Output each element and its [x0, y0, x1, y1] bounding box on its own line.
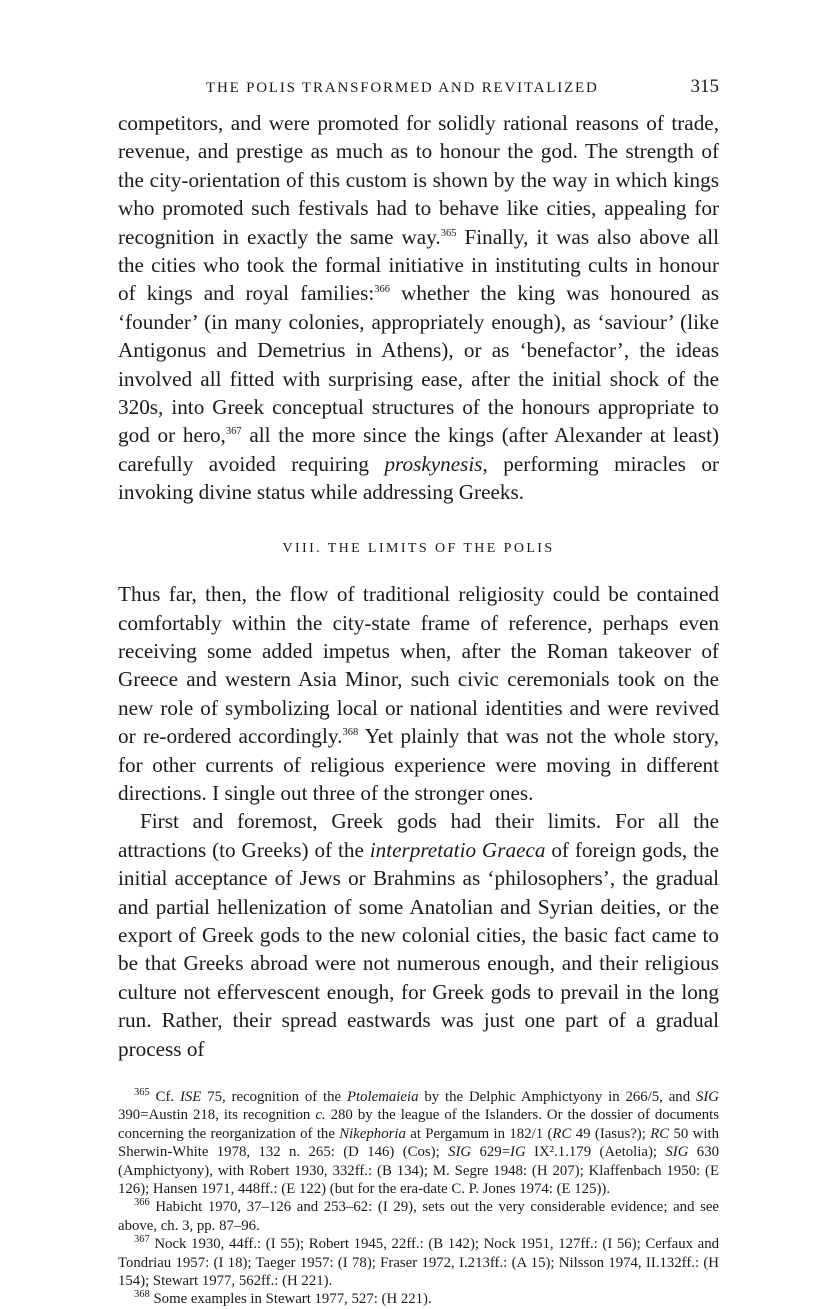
footnote-number: 366	[134, 1197, 150, 1209]
italic-term: proskynesis	[384, 451, 483, 476]
section-heading: VIII. THE LIMITS OF THE POLIS	[282, 540, 555, 556]
footnote-ref-365[interactable]: 365	[440, 227, 457, 239]
page-number: 315	[690, 76, 719, 97]
footnote-ref-368[interactable]: 368	[342, 727, 359, 739]
footnote-368: $^{368}$ Some examples in Stewart 1977, 527: (H 221).	[134, 1289, 432, 1308]
book-page	[118, 74, 719, 1309]
paragraph-3: First and foremost, Greek gods had their limits. For all the attractions (to Greeks) of the interpretatio Graeca of foreign gods, the initial acceptance of Jews or Brahmins as ‘philosophers’, the gradual and partial hellenization of some Anatolian and Syrian deities, or the export of Greek gods to the new colonial cities, the basic fact came to be that Greeks abroad were not numerous enough, and their religious culture not effervescent enough, for Greek gods to prevail in the long run. Rather, their spread eastwards was just one part of a gradual process of	[118, 809, 719, 1061]
footnote-ref-366[interactable]: 366	[374, 284, 390, 296]
footnote-number: 365	[134, 1087, 150, 1099]
running-title: THE POLIS TRANSFORMED AND REVITALIZED	[206, 80, 599, 96]
running-header	[118, 74, 719, 100]
footnote-366: $^{366}$ Habicht 1970, 37–126 and 253–62: (I 29), sets out the very considerable evidence; and see above, ch. 3, pp. 87–96.	[118, 1197, 719, 1234]
footnote-number: 368	[134, 1289, 150, 1301]
footnote-ref-367[interactable]: 367	[225, 426, 242, 438]
footnote-number: 367	[134, 1234, 150, 1246]
paragraph-2: Thus far, then, the flow of traditional religiosity could be contained comfortably within the city-state frame of reference, perhaps even receiving some added impetus when, after the Roman takeover of Greece and western Asia Minor, such civic ceremonials took on the new role of symbolizing local or national identities and were revived or re-ordered accordingly.$^{368}$ Yet plainly that was not the whole story, for other currents of religious experience were moving in different directions. I single out three of the stronger ones.	[118, 582, 719, 805]
italic-term: interpretatio Graeca	[369, 837, 546, 862]
footnote-367: $^{367}$ Nock 1930, 44ff.: (I 55); Robert 1945, 22ff.: (B 142); Nock 1951, 127ff.: (I 56); Cerfaux and Tondriau 1957: (I 18); Taeger 1957: (I 78); Fraser 1972, I.213ff.: (A 15); Nilsson 1974, II.132ff.: (H 154); Stewart 1977, 562ff.: (H 221).	[118, 1234, 719, 1290]
footnotes	[118, 1088, 719, 1309]
main-text	[118, 109, 719, 1063]
paragraph-1: competitors, and were promoted for solidly rational reasons of trade, revenue, and prestige as much as to honour the god. The strength of the city-orientation of this custom is shown by the way in which kings who promoted such festivals had to behave like cities, appealing for recognition in exactly the same way.$^{365}$ Finally, it was also above all the cities who took the formal initiative in instituting cults in honour of kings and royal families:$^{366}$ whether the king was honoured as ‘founder’ (in many colonies, appropriately enough), as ‘saviour’ (like Antigonus and Demetrius in Athens), or as ‘benefactor’, the ideas involved all fitted with surprising ease, after the initial shock of the 320s, into Greek conceptual structures of the honours appropriate to god or hero,$^{367}$ all the more since the kings (after Alexander at least) carefully avoided requiring proskynesis, performing miracles or invoking divine status while addressing Greeks.	[118, 111, 720, 505]
footnote-365: $^{365}$ Cf. ISE 75, recognition of the Ptolemaieia by the Delphic Amphictyony in 266/5, and SIG 390=Austin 218, its recognition c. 280 by the league of the Islanders. Or the dossier of documents concerning the reorganization of the Nikephoria at Pergamum in 182/1 (RC 49 (Iasus?); RC 50 with Sherwin-White 1978, 132 n. 265: (D 146) (Cos); SIG 629=IG IX².1.179 (Aetolia); SIG 630 (Amphictyony), with Robert 1930, 332ff.: (B 134); M. Segre 1948: (H 207); Klaffenbach 1950: (E 126); Hansen 1971, 448ff.: (E 122) (but for the era-date C. P. Jones 1974: (E 125)).	[118, 1087, 719, 1198]
